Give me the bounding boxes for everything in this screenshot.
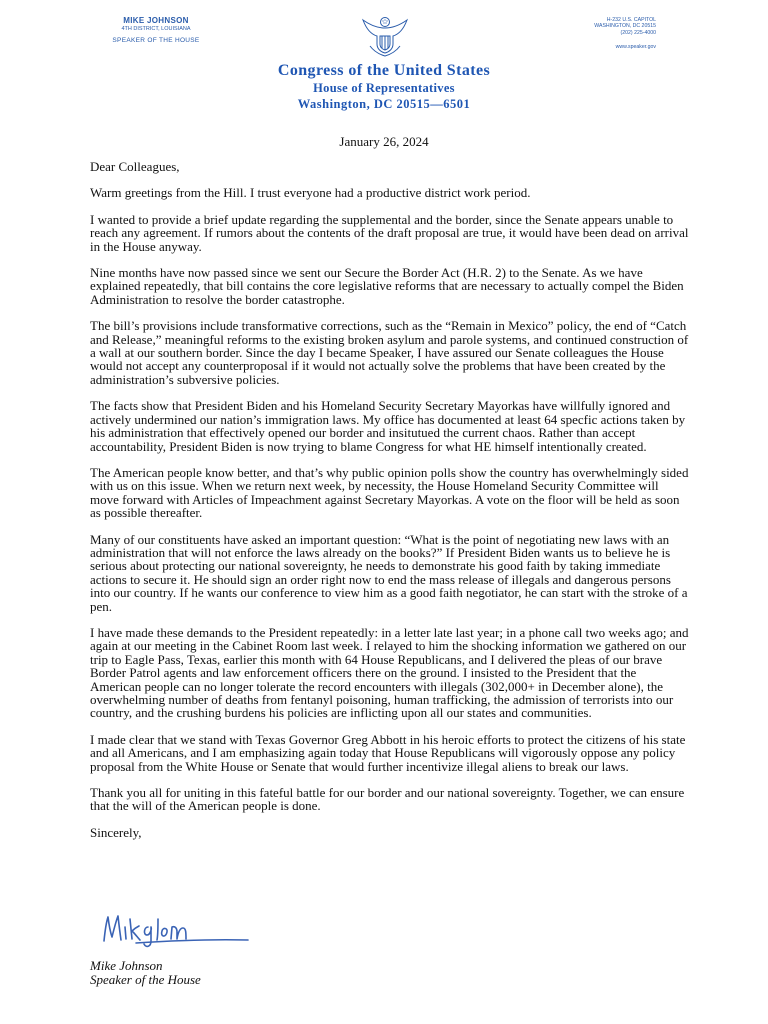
paragraph-5: The facts show that President Biden and his Homeland Security Secretary Mayorkas have willfully ignored and actively undermined our nation’s immigration laws. My office has documented at least 64 specfic actions taken by his administration that effectively opened our border and insitutued the current chaos. Rather than accept accountability, President Biden is now trying to blame Congress for what HE himself intentionally created. <box>90 398 686 454</box>
masthead-address: Washington, DC 20515—6501 <box>297 97 471 111</box>
paragraph-8: I have made these demands to the President repeatedly: in a letter late last year; in a phone call two weeks ago; and again at our meeting in the Cabinet Room last week. I relayed to him the shocking information we gathered on our trip to Eagle Pass, Texas, earlier this month with 64 House Republicans, and I delivered the pleas of our brave Border Patrol agents and law enforcement officers there on the ground. I insisted to the President that the American people can no longer tolerate the record encounters with illegals (302,000+ in December alone), the overwhelming number of deaths from fentanyl poisoning, human trafficking, the admission of terrorists into our country, and the crushing burdens his policies are inflicting upon all our states and communities. <box>90 624 689 721</box>
letterhead-phone: (202) 225-4000 <box>620 29 656 36</box>
signature-text: Mike Johnson <box>251 943 257 944</box>
paragraph-10: Thank you all for uniting in this fateful battle for our border and our national sovereignty. Together, we can ensure that the will of the American people is done. <box>90 785 685 814</box>
masthead-house: House of Representatives <box>313 81 455 95</box>
letterhead-address-line-2: WASHINGTON, DC 20515 <box>594 23 656 30</box>
paragraph-1: Warm greetings from the Hill. I trust everyone had a productive district work period. <box>90 185 531 201</box>
closing: Sincerely, <box>90 824 142 840</box>
masthead-congress: Congress of the United States <box>277 62 491 79</box>
signer-title: Speaker of the House <box>90 971 201 987</box>
letter-body <box>90 160 690 839</box>
letterhead-name: MIKE JOHNSON <box>123 16 189 25</box>
paragraph-3: Nine months have now passed since we sent our Secure the Border Act (H.R. 2) to the Senate. As we have explained repeatedly, that bill contains the core legislative reforms that are necessary to actually compel the Biden Administration to resolve the border catastrophe. <box>90 265 684 307</box>
letterhead-website: www.speaker.gov <box>615 44 656 51</box>
letterhead-right <box>556 17 656 51</box>
paragraph-2: I wanted to provide a brief update regarding the supplemental and the border, since the Senate appears unable to reach any agreement. If rumors about the contents of the draft proposal are true, it would have been dead on arrival in the House anyway. <box>90 211 689 254</box>
eagle-seal-icon <box>360 16 410 58</box>
handwritten-signature-icon <box>96 907 256 951</box>
signer-block <box>90 959 201 986</box>
letterhead-address-line-1: H-232 U.S. CAPITOL <box>606 17 656 23</box>
letterhead-left <box>96 16 216 44</box>
paragraph-9: I made clear that we stand with Texas Governor Greg Abbott in his heroic efforts to protect the citizens of his state and all Americans, and I am emphasizing again today that House Republicans will vigorously oppose any policy proposal from the White House or Senate that would further incentivize illegal aliens to break our laws. <box>90 731 686 774</box>
masthead <box>0 62 768 112</box>
letterhead-title: SPEAKER OF THE HOUSE <box>112 37 200 44</box>
paragraph-7: Many of our constituents have asked an important question: “What is the point of negotiating new laws with an administration that will not enforce the laws already on the books?” If President Biden wants us to believe he is serious about protecting our national sovereignty, he needs to demonstrate his good faith by taking immediate actions to secure it. He should sign an order right now to end the mass release of illegals and dangerous persons into our country. If he wants our conference to view him as a good faith negotiator, he can start with the stroke of a pen. <box>90 531 688 614</box>
paragraph-6: The American people know better, and that’s why public opinion polls show the country has overwhelmingly sided with us on this issue. When we return next week, by necessity, the House Homeland Security Committee will move forward with Articles of Impeachment against Secretary Mayorkas. A vote on the floor will be held as soon as possible thereafter. <box>90 464 689 521</box>
signer-name: Mike Johnson <box>90 958 163 973</box>
letter-date: January 26, 2024 <box>339 134 429 149</box>
salutation: Dear Colleagues, <box>90 159 180 174</box>
letterhead-district: 4TH DISTRICT, LOUISIANA <box>121 26 191 32</box>
paragraph-4: The bill’s provisions include transformative corrections, such as the “Remain in Mexico” policy, the end of “Catch and Release,” meaningful reforms to the existing broken asylum and parole systems, and continued construction of a wall at our southern border. Since the day I became Speaker, I have assured our Senate colleagues the House would not accept any counterproposal if it would not actually solve the problems that have been created by the administration’s subversive policies. <box>90 318 689 387</box>
